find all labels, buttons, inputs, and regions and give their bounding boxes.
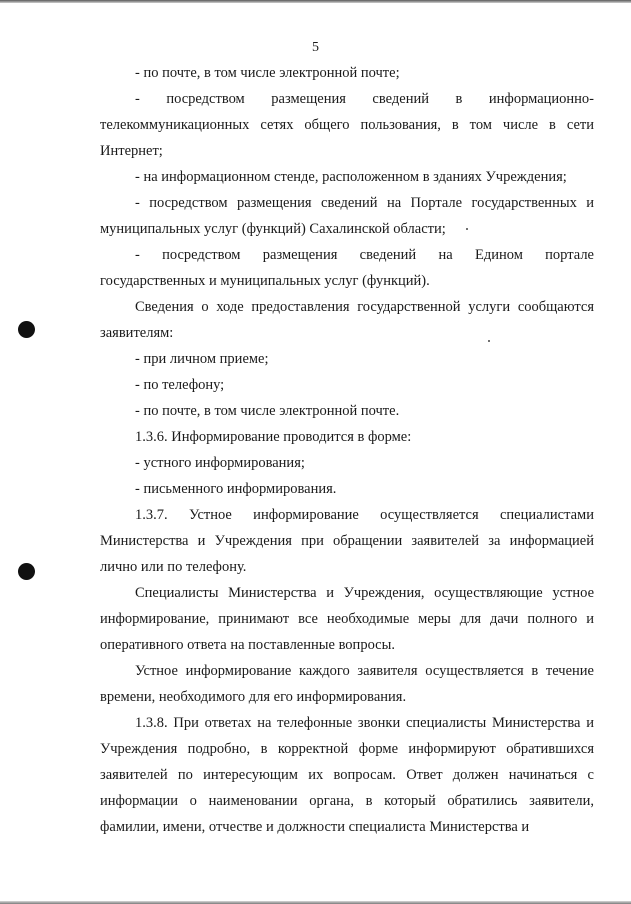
section-1-3-7: 1.3.7. Устное информирование осуществляется специалистами Министерства и Учреждения при обращении заявителей за информацией лично или по телефону. xyxy=(100,507,594,575)
list-item-info-stand: - на информационном стенде, расположенном в зданиях Учреждения; xyxy=(135,169,567,185)
scan-top-edge xyxy=(0,0,631,3)
list-item-written: - письменного информирования. xyxy=(135,481,337,497)
page-number: 5 xyxy=(312,40,319,55)
punch-hole-mark xyxy=(18,563,35,580)
list-item-phone: - по телефону; xyxy=(135,377,225,393)
paragraph-status-info: Сведения о ходе предоставления государственной услуги сообщаются заявителям: xyxy=(100,299,594,341)
section-1-3-6: 1.3.6. Информирование проводится в форме: xyxy=(135,429,412,445)
document-body xyxy=(100,60,594,840)
list-item-personal: - при личном приеме; xyxy=(135,351,269,367)
paragraph-specialists: Специалисты Министерства и Учреждения, осуществляющие устное информирование, принимают все необходимые меры для дачи полного и оперативного ответа на поставленные вопросы. xyxy=(100,585,594,653)
list-item-networks-start: - посредством размещения сведений в информационно- xyxy=(135,91,594,107)
list-item-mail: - по почте, в том числе электронной почте. xyxy=(135,403,400,419)
paragraph-oral-timing: Устное информирование каждого заявителя осуществляется в течение времени, необходимого для его информирования. xyxy=(100,663,594,705)
list-item-email: - по почте, в том числе электронной почте; xyxy=(135,65,400,81)
list-item-networks-continued: телекоммуникационных сетях общего пользования, в том числе в сети Интернет; xyxy=(100,117,594,159)
list-item-unified-portal-start: - посредством размещения сведений на Едином портале xyxy=(135,247,594,263)
list-item-oral: - устного информирования; xyxy=(135,455,305,471)
list-item-unified-portal-continued: государственных и муниципальных услуг (функций). xyxy=(100,273,430,289)
section-1-3-8: 1.3.8. При ответах на телефонные звонки специалисты Министерства и Учреждения подробно, в корректной форме информируют обратившихся заявителей по интересующим их вопросам. Ответ должен начинаться с информации о наименовании органа, в который обратились заявители, фамилии, имени, отчестве и должности специалиста Министерства и xyxy=(100,715,594,835)
punch-hole-mark xyxy=(18,321,35,338)
list-item-regional-portal: - посредством размещения сведений на Портале государственных и муниципальных услуг (функций) Сахалинской области; xyxy=(100,195,594,237)
